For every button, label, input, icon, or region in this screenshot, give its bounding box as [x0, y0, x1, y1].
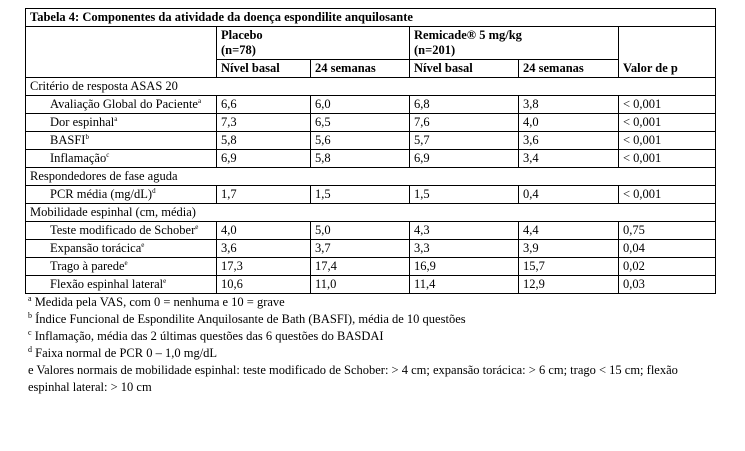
footnote-mark: c [28, 327, 32, 337]
value-cell: 11,4 [410, 276, 519, 294]
row-label [26, 240, 217, 258]
value-cell: 16,9 [410, 258, 519, 276]
table-row [26, 222, 716, 240]
value-cell: < 0,001 [619, 114, 716, 132]
table-row [26, 96, 716, 114]
value-cell: 10,6 [217, 276, 311, 294]
footnote-marker: e [195, 222, 199, 231]
row-label-text: Teste modificado de Schober [50, 223, 196, 237]
value-cell: 6,9 [410, 150, 519, 168]
footnote-marker: c [106, 150, 110, 159]
table-row [26, 150, 716, 168]
value-cell: 5,6 [311, 132, 410, 150]
footnote-marker: e [141, 240, 145, 249]
footnotes [25, 294, 715, 396]
value-cell: 4,0 [519, 114, 619, 132]
value-cell: 3,6 [519, 132, 619, 150]
footnote-text: Índice Funcional de Espondilite Anquilosante de Bath (BASFI), média de 10 questões [35, 312, 466, 326]
footnote-marker: a [114, 114, 118, 123]
footnote-marker: b [85, 132, 89, 141]
group-placebo-n: (n=78) [221, 43, 256, 57]
group-placebo [217, 27, 410, 60]
row-label-text: Dor espinhal [50, 115, 115, 129]
value-cell: 15,7 [519, 258, 619, 276]
row-label [26, 186, 217, 204]
value-cell: 17,3 [217, 258, 311, 276]
value-cell: 6,6 [217, 96, 311, 114]
footnote-mark: b [28, 310, 32, 320]
section-row [26, 168, 716, 186]
row-label [26, 132, 217, 150]
footnote-text: Inflamação, média das 2 últimas questões das 6 questões do BASDAI [34, 329, 384, 343]
value-cell: 0,75 [619, 222, 716, 240]
value-cell: 7,3 [217, 114, 311, 132]
footnote-marker: e [163, 276, 167, 285]
row-label-text: Avaliação Global do Paciente [50, 97, 198, 111]
value-cell: < 0,001 [619, 186, 716, 204]
value-cell: 0,04 [619, 240, 716, 258]
row-label [26, 114, 217, 132]
table-row [26, 276, 716, 294]
row-label-text: Inflamação [50, 151, 107, 165]
group-remicade [410, 27, 619, 60]
header-remicade-baseline: Nível basal [410, 60, 519, 78]
value-cell: 1,5 [311, 186, 410, 204]
row-label [26, 258, 217, 276]
table-row [26, 258, 716, 276]
value-cell: 4,4 [519, 222, 619, 240]
table-row [26, 186, 716, 204]
value-cell: 3,4 [519, 150, 619, 168]
section-label: Critério de resposta ASAS 20 [26, 78, 716, 96]
footnote [25, 345, 715, 362]
section-label: Mobilidade espinhal (cm, média) [26, 204, 716, 222]
row-label-text: Expansão torácica [50, 241, 142, 255]
value-cell: 3,7 [311, 240, 410, 258]
footnote [25, 311, 715, 328]
section-label: Respondedores de fase aguda [26, 168, 716, 186]
value-cell: 6,0 [311, 96, 410, 114]
row-label-text: Flexão espinhal lateral [50, 277, 164, 291]
value-cell: 5,8 [311, 150, 410, 168]
section-row [26, 78, 716, 96]
value-cell: 5,8 [217, 132, 311, 150]
row-label-text: Trago à parede [50, 259, 125, 273]
row-label [26, 222, 217, 240]
data-table [25, 8, 716, 294]
group-placebo-name: Placebo [221, 28, 263, 42]
footnote-mark: d [28, 344, 32, 354]
header-placebo-baseline: Nível basal [217, 60, 311, 78]
group-remicade-name: Remicade® 5 mg/kg [414, 28, 522, 42]
footnote-marker: e [124, 258, 128, 267]
value-cell: 17,4 [311, 258, 410, 276]
value-cell: 5,7 [410, 132, 519, 150]
row-label [26, 96, 217, 114]
value-cell: 4,3 [410, 222, 519, 240]
value-cell: 1,5 [410, 186, 519, 204]
value-cell: 0,03 [619, 276, 716, 294]
value-cell: 1,7 [217, 186, 311, 204]
header-empty-cell [26, 27, 217, 78]
table-row [26, 240, 716, 258]
footnote-text: Faixa normal de PCR 0 – 1,0 mg/dL [35, 346, 218, 360]
value-cell: 11,0 [311, 276, 410, 294]
value-cell: 0,02 [619, 258, 716, 276]
value-cell: 3,6 [217, 240, 311, 258]
table-title: Tabela 4: Componentes da atividade da doença espondilite anquilosante [26, 9, 716, 27]
value-cell: 3,3 [410, 240, 519, 258]
value-cell: 0,4 [519, 186, 619, 204]
table-container [25, 8, 715, 396]
row-label [26, 276, 217, 294]
value-cell: 3,8 [519, 96, 619, 114]
footnote-text: e Valores normais de mobilidade espinhal: teste modificado de Schober: > 4 cm; expansão torácica: > 6 cm; trago < 15 cm; flexão espinhal lateral: > 10 cm [28, 363, 678, 394]
footnote [25, 362, 715, 396]
value-cell: 7,6 [410, 114, 519, 132]
value-cell: 6,5 [311, 114, 410, 132]
header-remicade-week24: 24 semanas [519, 60, 619, 78]
value-cell: < 0,001 [619, 96, 716, 114]
header-placebo-week24: 24 semanas [311, 60, 410, 78]
value-cell: 12,9 [519, 276, 619, 294]
group-header-row [26, 27, 716, 60]
table-row [26, 132, 716, 150]
table-title-row [26, 9, 716, 27]
row-label-text: PCR média (mg/dL) [50, 187, 153, 201]
footnote-marker: a [197, 96, 202, 105]
footnote-text: Medida pela VAS, com 0 = nenhuma e 10 = grave [34, 295, 285, 309]
value-cell: < 0,001 [619, 150, 716, 168]
footnote [25, 294, 715, 311]
row-label [26, 150, 217, 168]
value-cell: 6,9 [217, 150, 311, 168]
value-cell: 6,8 [410, 96, 519, 114]
value-cell: 5,0 [311, 222, 410, 240]
table-row [26, 114, 716, 132]
group-remicade-n: (n=201) [414, 43, 456, 57]
footnote-mark: a [28, 293, 32, 303]
header-pvalue: Valor de p [619, 27, 716, 78]
row-label-text: BASFI [50, 133, 86, 147]
value-cell: 3,9 [519, 240, 619, 258]
value-cell: 4,0 [217, 222, 311, 240]
value-cell: < 0,001 [619, 132, 716, 150]
section-row [26, 204, 716, 222]
footnote [25, 328, 715, 345]
footnote-marker: d [152, 186, 156, 195]
